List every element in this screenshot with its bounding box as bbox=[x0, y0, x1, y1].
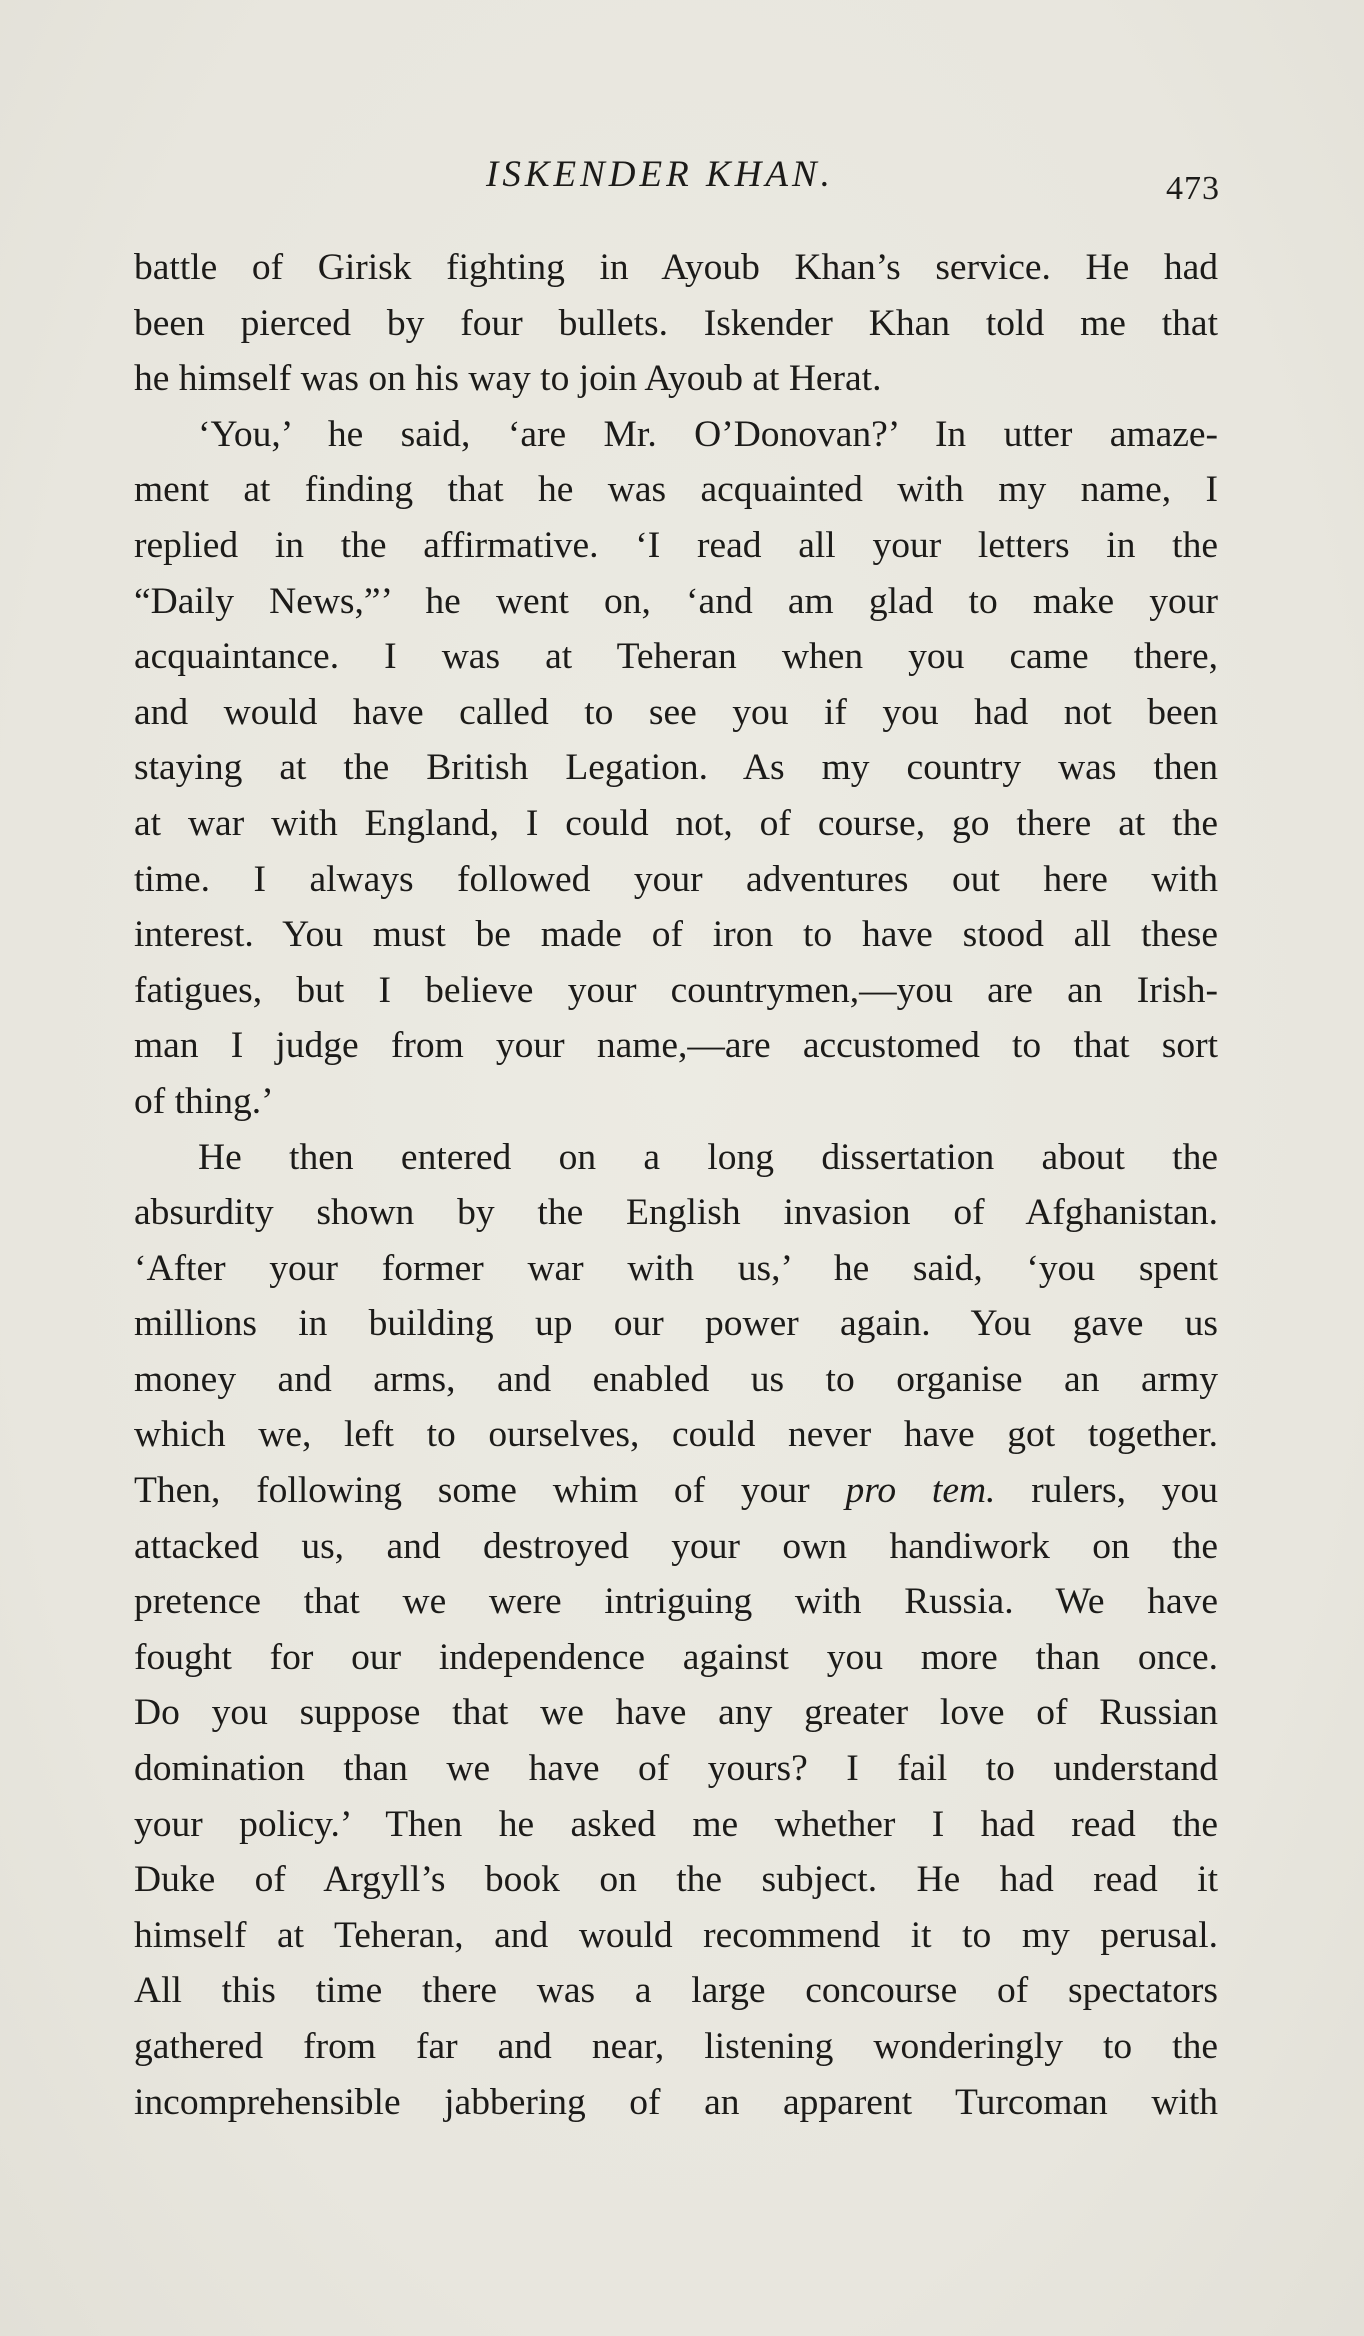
text-line: ment at finding that he was acquainted with my name, I bbox=[134, 469, 1218, 511]
text-line: and would have called to see you if you had not been bbox=[134, 691, 1218, 733]
text-line: your policy.’ Then he asked me whether I had read the bbox=[134, 1803, 1218, 1845]
text-line: fatigues, but I believe your countrymen,—you are an Irish- bbox=[134, 969, 1218, 1011]
text-line: staying at the British Legation. As my country was then bbox=[134, 747, 1218, 789]
running-title: ISKENDER KHAN. bbox=[486, 154, 834, 195]
text-line: acquaintance. I was at Teheran when you came there, bbox=[134, 636, 1218, 678]
text-line: money and arms, and enabled us to organise an army bbox=[134, 1358, 1218, 1400]
text-line: ‘You,’ he said, ‘are Mr. O’Donovan?’ In utter amaze- bbox=[198, 413, 1218, 455]
body-text bbox=[134, 240, 1218, 2130]
text-line: He then entered on a long dissertation about the bbox=[198, 1136, 1218, 1178]
italic-phrase: pro tem. bbox=[845, 1470, 996, 1512]
text-line bbox=[134, 1463, 1218, 1519]
text-line: of thing.’ bbox=[134, 1080, 274, 1122]
text-line: been pierced by four bullets. Iskender Khan told me that bbox=[134, 302, 1218, 344]
text-line: millions in building up our power again. You gave us bbox=[134, 1303, 1218, 1345]
text-segment: rulers, you bbox=[1031, 1470, 1218, 1512]
text-line: gathered from far and near, listening wonderingly to the bbox=[134, 2026, 1218, 2067]
text-line: Duke of Argyll’s book on the subject. He had read it bbox=[134, 1859, 1218, 1901]
text-line: fought for our independence against you more than once. bbox=[134, 1636, 1218, 1678]
text-line: incomprehensible jabbering of an apparent Turcoman with bbox=[134, 2081, 1218, 2123]
text-segment: Then, following some whim of your bbox=[134, 1470, 810, 1512]
text-line: himself at Teheran, and would recommend it to my perusal. bbox=[134, 1914, 1218, 1956]
running-head bbox=[0, 152, 1364, 207]
text-line: replied in the affirmative. ‘I read all your letters in the bbox=[134, 524, 1218, 566]
text-line: at war with England, I could not, of course, go there at the bbox=[134, 802, 1218, 844]
text-line: Do you suppose that we have any greater love of Russian bbox=[134, 1692, 1218, 1734]
text-line: pretence that we were intriguing with Russia. We have bbox=[134, 1581, 1218, 1623]
page-number: 473 bbox=[1166, 170, 1220, 207]
text-line: ‘After your former war with us,’ he said, ‘you spent bbox=[134, 1247, 1218, 1289]
text-line: “Daily News,”’ he went on, ‘and am glad to make your bbox=[134, 580, 1218, 622]
text-line: he himself was on his way to join Ayoub at Herat. bbox=[134, 358, 882, 400]
text-line: which we, left to ourselves, could never have got together. bbox=[134, 1414, 1218, 1456]
text-line: absurdity shown by the English invasion of Afghanistan. bbox=[134, 1192, 1218, 1234]
text-line: battle of Girisk fighting in Ayoub Khan’s service. He had bbox=[134, 247, 1218, 288]
text-line: All this time there was a large concourse of spectators bbox=[134, 1970, 1218, 2012]
text-line: domination than we have of yours? I fail to understand bbox=[134, 1748, 1218, 1790]
text-line: time. I always followed your adventures out here with bbox=[134, 858, 1218, 900]
text-line: man I judge from your name,—are accustomed to that sort bbox=[134, 1025, 1218, 1067]
text-line: interest. You must be made of iron to have stood all these bbox=[134, 914, 1218, 956]
text-line: attacked us, and destroyed your own handiwork on the bbox=[134, 1525, 1218, 1567]
